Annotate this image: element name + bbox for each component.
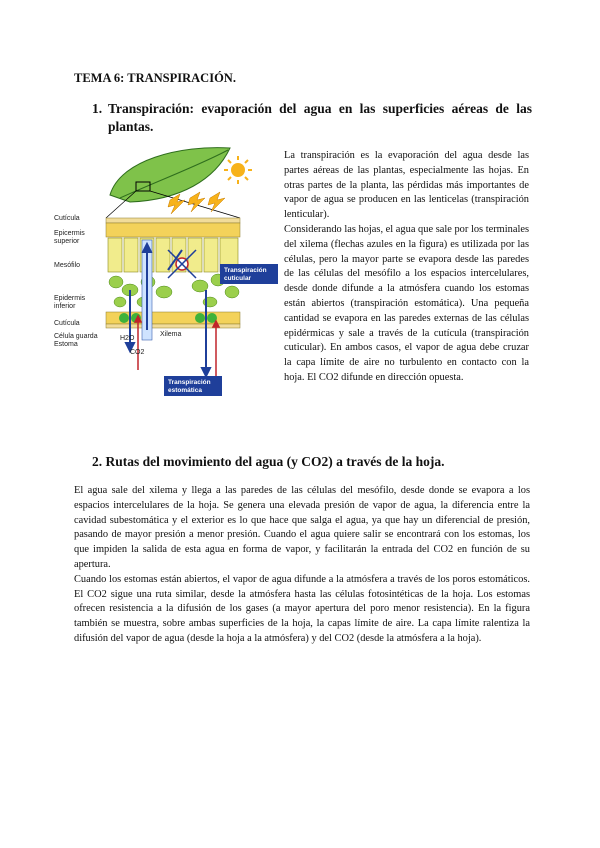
section-2-paragraph-1: El agua sale del xilema y llega a las paredes de las células del mesófilo, desde donde se evapora a los espacios intercelulares de la hoja. Se genera una elevada presión de vapor de agua, la diferencia entre la cavidad subestomática y el exterior es lo que hace que salga el agua, ya que hay un diferencial de presión, pasando de mayor presión a menor presión. Cuando el agua quiere salir se encontrará con los estomas, los que impiden la salida de esta agua en forma de vapor, y facilitarán la entrada del CO2 en función de su apertura.: [74, 485, 530, 570]
label-epidermis-bottom-2: inferior: [54, 303, 76, 310]
section-1-paragraph-2: Considerando las hojas, el agua que sale por los terminales del xilema (flechas azules en la figura) es utilizada por las células, pero la mayor parte se evapora desde las paredes de las células del mesófilo a los espacios intercelulares, desde donde difunde a la atmósfera cuando los estomas están abiertos (transpiración estomática). Una pequeña cantidad se evapora en las paredes externas de las células epidérmicas y sale a través de la cutícula (transpiración cuticular). En ambos casos, el vapor de agua debe cruzar la capa límite de aire no turbulento en contacto con la hoja. El CO2 difunde en dirección opuesta.: [284, 223, 529, 383]
section-1-body: [284, 149, 529, 386]
label-h2o: H2O: [120, 335, 135, 342]
label-xylem: Xilema: [160, 331, 182, 338]
section-2-body: [74, 484, 530, 647]
leaf-shape: [110, 148, 230, 202]
label-stoma: Estoma: [54, 341, 78, 348]
section-1-heading-text: Transpiración: evaporación del agua en las superficies aéreas de las plantas.: [108, 101, 532, 134]
label-co2: CO2: [130, 349, 145, 356]
section-2-heading-text: Rutas del movimiento del agua (y CO2) a través de la hoja.: [105, 454, 445, 469]
label-stomatal-1: Transpiración: [168, 379, 211, 386]
leaf-transpiration-figure: [40, 140, 280, 415]
page-title: TEMA 6: TRANSPIRACIÓN.: [74, 71, 236, 85]
label-stomatal-2: estomática: [168, 387, 202, 394]
label-guard-cell: Célula guarda: [54, 333, 98, 340]
section-2-paragraph-2: Cuando los estomas están abiertos, el vapor de agua difunde a la atmósfera a través de los poros estomáticos. El CO2 sigue una ruta similar, desde la atmósfera hasta las células fotosintéticas de la hoja. Los estomas ofrecen resistencia a la difusión de los gases (a mayor apertura del poro menor resistencia). En la figura también se muestra, sobre ambas superficies de la hoja, la capas límite de aire. La capa límite ralentiza la difusión del vapor de agua (desde la hoja a la atmósfera) y del CO2 (desde la atmósfera a la hoja).: [74, 573, 530, 644]
upper-epidermis: [106, 223, 240, 237]
label-cuticle-bottom: Cutícula: [54, 320, 80, 327]
section-1-paragraph-1: La transpiración es la evaporación del agua desde las partes aéreas de las plantas, especialmente las hojas. En otras partes de la planta, las pérdidas más importantes de vapor de agua se producen en las lenticelas (transpiración lenticular).: [284, 150, 529, 221]
label-cuticular-2: cuticular: [224, 275, 252, 282]
sun-icon: [224, 156, 252, 184]
spongy-mesophyll: [109, 274, 239, 307]
section-2-heading: [92, 454, 444, 470]
section-1-heading: [92, 100, 532, 136]
label-cuticle-top: Cutícula: [54, 215, 80, 222]
label-epidermis-bottom-1: Epidermis: [54, 295, 86, 302]
label-mesophyll: Mesófilo: [54, 262, 81, 269]
section-2-number: 2.: [92, 454, 103, 469]
section-1-number: 1.: [92, 101, 103, 116]
label-epidermis-top-2: superior: [54, 238, 80, 245]
leaf-cross-section-diagram: [40, 140, 280, 415]
label-epidermis-top-1: Epicermis: [54, 230, 85, 237]
top-cuticle: [106, 218, 240, 223]
label-cuticular-1: Transpiración: [224, 267, 267, 274]
